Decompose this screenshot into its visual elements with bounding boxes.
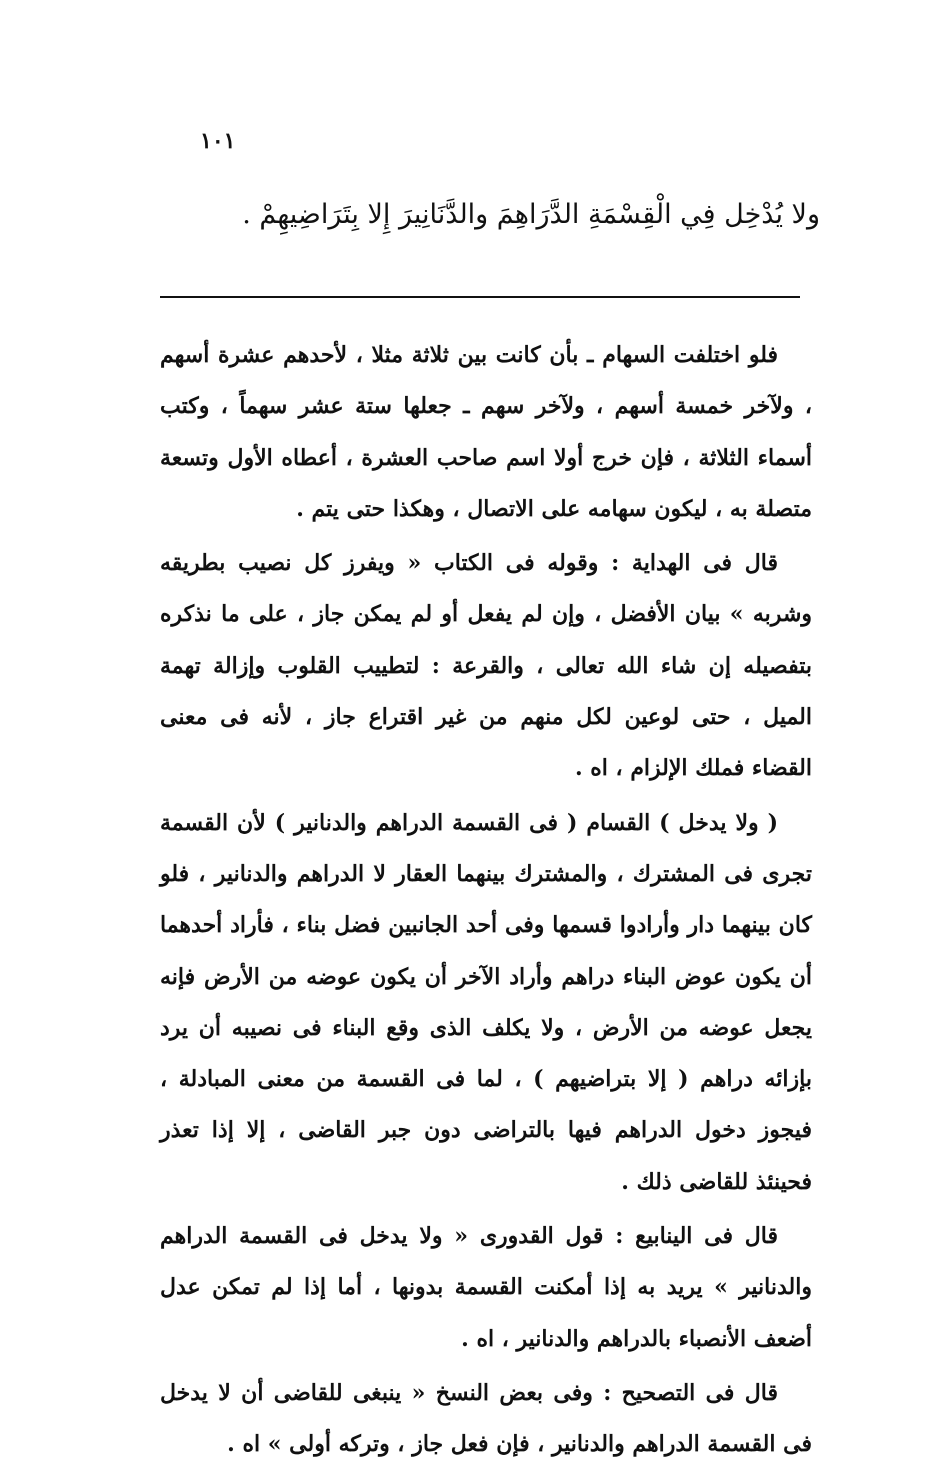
commentary-paragraph: فلو اختلفت السهام ـ بأن كانت بين ثلاثة مثلا ، لأحدهم عشرة أسهم ، ولآخر خمسة أسهم ، ولآخر سهم ـ جعلها ستة عشر سهماً ، وكتب أسماء الثلاثة ، فإن خرج أولا اسم صاحب العشرة ، أعطاه الأول وتسعة متصلة به ، ليكون سهامه على الاتصال ، وهكذا حتى يتم . [160, 342, 812, 522]
section-divider [160, 296, 800, 298]
matn-text: ولا يُدْخِل فِي الْقِسْمَةِ الدَّرَاهِمَ والدَّنَانِيرَ إِلا بِتَرَاضِيهِمْ . [242, 199, 820, 230]
commentary-paragraph: قال فى الينابيع : قول القدورى « ولا يدخل فى القسمة الدراهم والدنانير » يريد به إذا أمكنت القسمة بدونها ، أما إذا لم تمكن عدل أضعف الأنصباء بالدراهم والدنانير ، اه . [160, 1223, 812, 1352]
commentary-paragraph: قال فى التصحيح : وفى بعض النسخ « ينبغى للقاضى أن لا يدخل فى القسمة الدراهم والدنانير ، فإن فعل جاز ، وتركه أولى » اه . [160, 1379, 812, 1458]
page-number: ١٠١ [200, 128, 236, 154]
commentary-paragraph: ( ولا يدخل ) القسام ( فى القسمة الدراهم والدنانير ) لأن القسمة تجرى فى المشترك ، والمشترك بينهما العقار لا الدراهم والدنانير ، فلو كان بينهما دار وأرادوا قسمها وفى أحد الجانبين فضل بناء ، فأراد أحدهما أن يكون عوض البناء دراهم وأراد الآخر أن يكون عوضه من الأرض فإنه يجعل عوضه من الأرض ، ولا يكلف الذى وقع البناء فى نصيبه أن يرد بإزائه دراهم ( إلا بتراضيهم ) ، لما فى القسمة من معنى المبادلة ، فيجوز دخول الدراهم فيها بالتراضى دون جبر القاضى ، إلا إذا تعذر فحينئذ للقاضى ذلك . [160, 809, 812, 1195]
commentary-body [160, 330, 812, 1458]
commentary-paragraph: قال فى الهداية : وقوله فى الكتاب « ويفرز كل نصيب بطريقه وشربه » بيان الأفضل ، وإن لم يفعل أو لم يمكن جاز ، على ما نذكره بتفصيله إن شاء الله تعالى ، والقرعة : لتطييب القلوب وإزالة تهمة الميل ، حتى لوعين لكل منهم من غير اقتراع جاز ، لأنه فى معنى القضاء فملك الإلزام ، اه . [160, 550, 812, 782]
